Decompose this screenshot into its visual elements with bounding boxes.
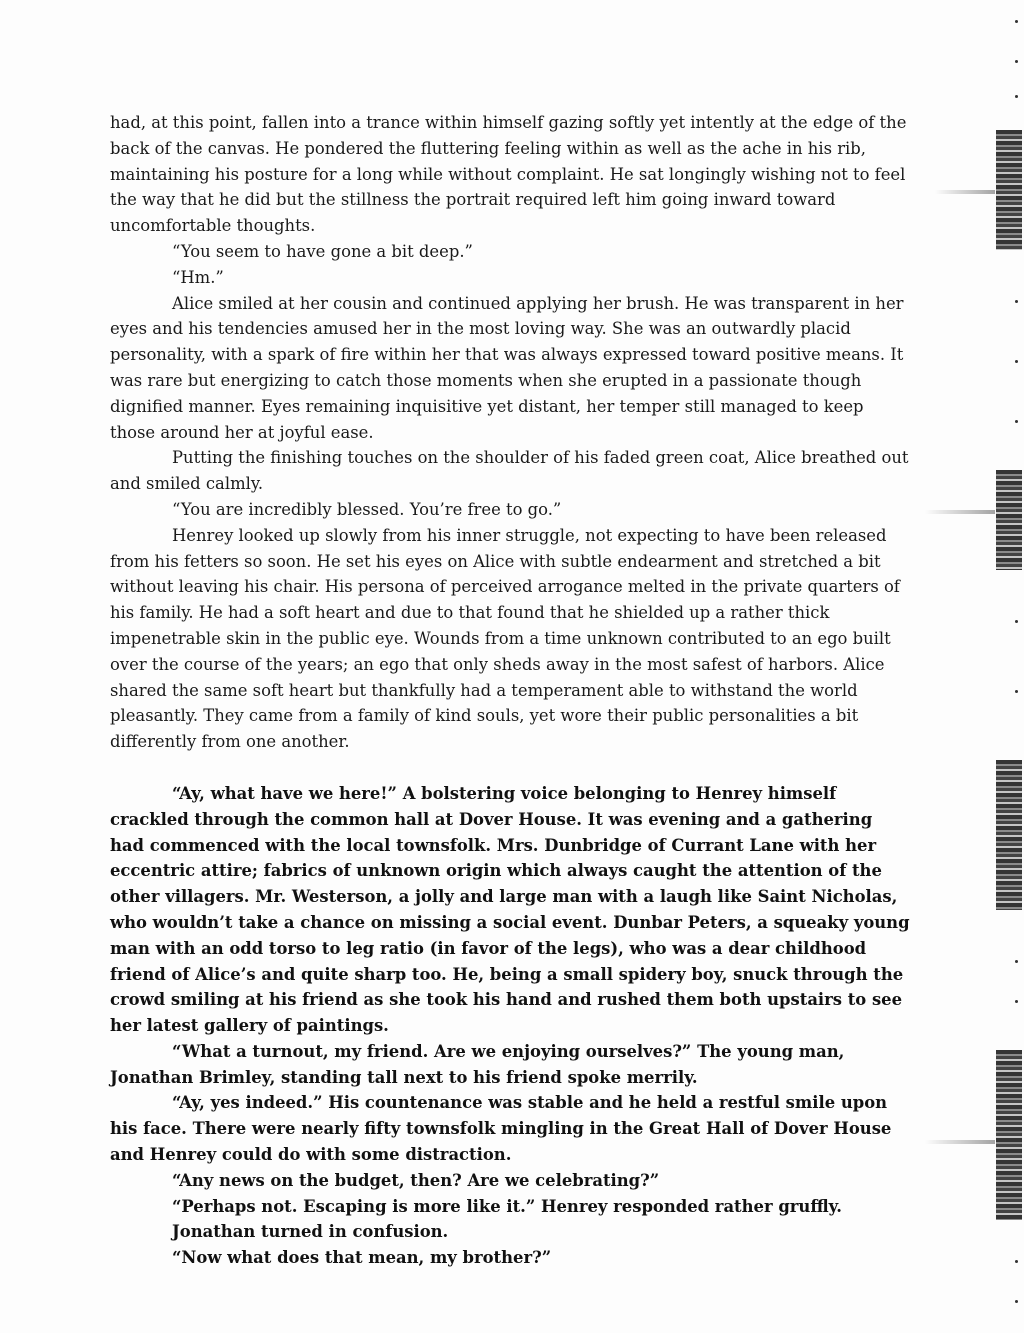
scan-smear [935, 190, 995, 194]
binder-dot [1015, 300, 1018, 303]
paragraph: Jonathan turned in confusion. [172, 1222, 449, 1242]
dialogue-line: “Any news on the budget, then? Are we celebrating?” [172, 1170, 660, 1190]
binder-punch-mark [996, 760, 1022, 910]
binder-dot [1015, 620, 1018, 623]
dialogue-line: “Perhaps not. Escaping is more like it.” Henrey responded rather gruffly. [172, 1196, 842, 1216]
binder-dot [1015, 1260, 1018, 1263]
paragraph: Alice smiled at her cousin and continued applying her brush. He was transparent in her eyes and his tendencies amused her in the most loving way. She was an outwardly placid personality, with a spark of fire within her that was always expressed toward positive means. It was rare but energizing to catch those moments when she erupted in a passionate though dignified manner. Eyes remaining inquisitive yet distant, her temper still managed to keep those around her at joyful ease. [110, 293, 904, 442]
paragraph-continuation: had, at this point, fallen into a trance within himself gazing softly yet intently at the edge of the back of the canvas. He pondered the fluttering feeling within as well as the ache in his rib, maintaining his posture for a long while without complaint. He sat longingly wishing not to feel the way that he did but the stillness the portrait required left him going inward toward uncomfortable thoughts. [110, 113, 907, 236]
dialogue-line: “You are incredibly blessed. You’re free to go.” [172, 499, 562, 519]
binder-punch-mark [996, 1050, 1022, 1220]
binder-punch-mark [996, 470, 1022, 570]
binder-dot [1015, 1300, 1018, 1303]
scan-smear [925, 510, 995, 514]
binder-punch-mark [996, 130, 1022, 250]
paragraph: Henrey looked up slowly from his inner struggle, not expecting to have been released from his fetters so soon. He set his eyes on Alice with subtle endearment and stretched a bit without leaving his chair. His persona of perceived arrogance melted in the private quarters of his family. He had a soft heart and due to that found that he shielded up a rather thick impenetrable skin in the public eye. Wounds from a time unknown contributed to an ego built over the course of the years; an ego that only sheds away in the most safest of harbors. Alice shared the same soft heart but thankfully had a temperament able to withstand the world pleasantly. They came from a family of kind souls, yet wore their public personalities a bit differently from one another. [110, 525, 900, 752]
document-body [110, 110, 910, 1271]
binder-dot [1015, 20, 1018, 23]
paragraph: “What a turnout, my friend. Are we enjoying ourselves?” The young man, Jonathan Brimley, standing tall next to his friend spoke merrily. [110, 1041, 845, 1087]
binder-edge [994, 0, 1024, 1333]
binder-dot [1015, 420, 1018, 423]
dialogue-line: “You seem to have gone a bit deep.” [172, 241, 473, 261]
paragraph: Putting the finishing touches on the shoulder of his faded green coat, Alice breathed out and smiled calmly. [110, 448, 909, 494]
dialogue-line: “Hm.” [172, 267, 224, 287]
dialogue-line: “Now what does that mean, my brother?” [172, 1248, 552, 1268]
paragraph: “Ay, yes indeed.” His countenance was stable and he held a restful smile upon his face. There were nearly fifty townsfolk mingling in the Great Hall of Dover House and Henrey could do with some distraction. [110, 1093, 892, 1165]
binder-dot [1015, 1000, 1018, 1003]
paragraph-section-start: “Ay, what have we here!” A bolstering voice belonging to Henrey himself crackled through the common hall at Dover House. It was evening and a gathering had commenced with the local townsfolk. Mrs. Dunbridge of Currant Lane with her eccentric attire; fabrics of unknown origin which always caught the attention of the other villagers. Mr. Westerson, a jolly and large man with a laugh like Saint Nicholas, who wouldn’t take a chance on missing a social event. Dunbar Peters, a squeaky young man with an odd torso to leg ratio (in favor of the legs), who was a dear childhood friend of Alice’s and quite sharp too. He, being a small spidery boy, snuck through the crowd smiling at his friend as she took his hand and rushed them both upstairs to see her latest gallery of paintings. [110, 783, 910, 1036]
binder-dot [1015, 960, 1018, 963]
binder-dot [1015, 690, 1018, 693]
binder-dot [1015, 95, 1018, 98]
binder-dot [1015, 360, 1018, 363]
binder-dot [1015, 60, 1018, 63]
scan-smear [925, 1140, 995, 1144]
